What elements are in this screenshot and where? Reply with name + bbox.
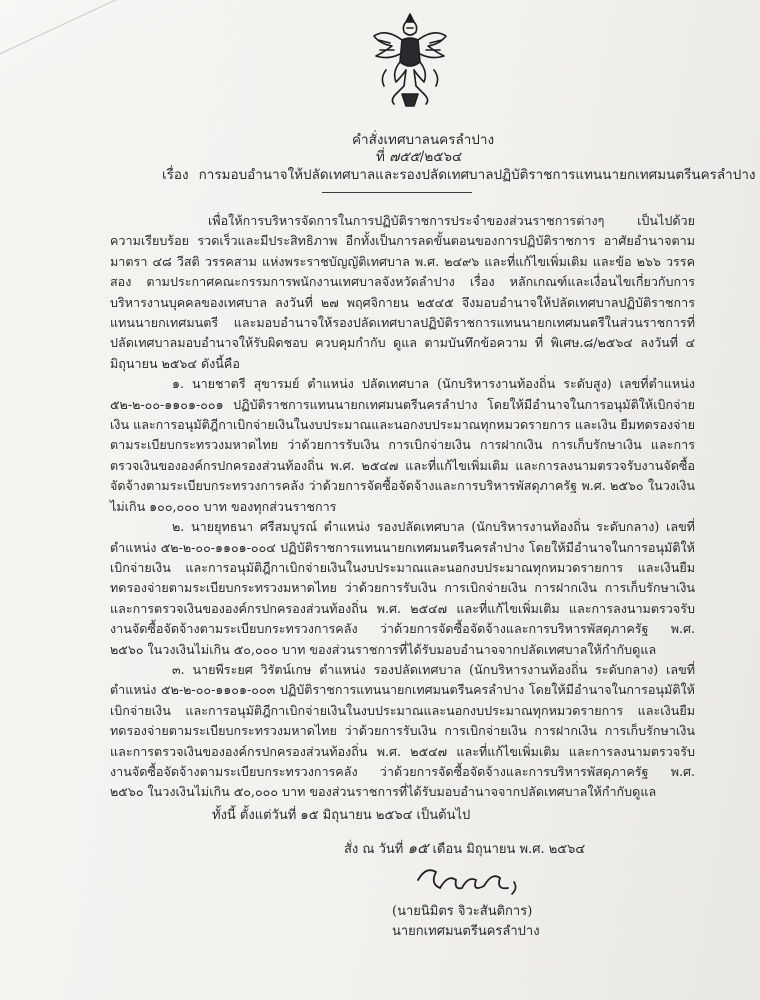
given-suffix: เดือน มิถุนายน พ.ศ. ๒๕๖๔ bbox=[432, 842, 586, 857]
given-prefix: สั่ง ณ วันที่ bbox=[344, 842, 404, 857]
subject-label: เรื่อง bbox=[162, 167, 189, 183]
order-number-value: ๗๕๕ bbox=[389, 149, 420, 165]
delegation-item-1: ๑. นายชาตรี สุขารมย์ ตำแหน่ง ปลัดเทศบาล (นักบริหารงานท้องถิ่น ระดับสูง) เลขที่ตำแหน่ง ๕๒-๒-๐๐-๑๑๐๑-๐๐๑ ปฏิบัติราชการแทนนายกเทศมนตรีนครลำปาง โดยให้มีอำนาจในการอนุมัติให้เบิกจ่ายเงิน และการอนุมัติฎีกาเบิกจ่ายเงินในงบประมาณและนอกงบประมาณทุกหมวดรายการ และเงิน ยืมทดรองจ่ายตามระเบียบกระทรวงมหาดไทย ว่าด้วยการรับเงิน การเบิกจ่ายเงิน การฝากเงิน การเก็บรักษาเงิน และการตรวจเงินขององค์กรปกครองส่วนท้องถิ่น พ.ศ. ๒๕๔๗ และที่แก้ไขเพิ่มเติม และการลงนามตรวจรับงานจัดซื้อจัดจ้างตามระเบียบกระทรวงการคลัง ว่าด้วยการจัดซื้อจัดจ้างและการบริหารพัสดุภาครัฐ พ.ศ. ๒๕๖๐ ในวงเงินไม่เกิน ๑๐๐,๐๐๐ บาท ของทุกส่วนราชการ bbox=[110, 376, 695, 514]
delegation-item-3: ๓. นายพีระยศ วิรัตน์เกษ ตำแหน่ง รองปลัดเทศบาล (นักบริหารงานท้องถิ่น ระดับกลาง) เลขที่ตำแหน่ง ๕๒-๒-๐๐-๑๑๐๑-๐๐๓ ปฏิบัติราชการแทนนายกเทศมนตรีนครลำปาง โดยให้มีอำนาจในการอนุมัติให้เบิกจ่ายเงิน และการอนุมัติฎีกาเบิกจ่ายเงินในงบประมาณและนอกงบประมาณทุกหมวดรายการ และเงินยืมทดรองจ่ายตามระเบียบกระทรวงมหาดไทย ว่าด้วยการรับเงิน การเบิกจ่ายเงิน การฝากเงิน การเก็บรักษาเงิน และการตรวจเงินขององค์กรปกครองส่วนท้องถิ่น พ.ศ. ๒๕๔๗ และที่แก้ไขเพิ่มเติม และการลงนามตรวจรับงานจัดซื้อจัดจ้างตามระเบียบกระทรวงการคลัง ว่าด้วยการจัดซื้อจัดจ้างและการบริหารพัสดุภาครัฐ พ.ศ. ๒๕๖๐ ในวงเงินไม่เกิน ๕๐,๐๐๐ บาท ของส่วนราชการที่ได้รับมอบอำนาจจากปลัดเทศบาลให้กำกับดูแล bbox=[110, 661, 695, 800]
given-day: ๑๕ bbox=[407, 839, 429, 857]
header-divider bbox=[322, 192, 472, 193]
order-number-year: /๒๕๖๔ bbox=[419, 149, 463, 165]
order-title: คำสั่งเทศบาลนครลำปาง bbox=[352, 132, 495, 148]
intro-paragraph: เพื่อให้การบริหารจัดการในการปฏิบัติราชการประจำของส่วนราชการต่างๆ เป็นไปด้วยความเรียบร้อย รวดเร็วและมีประสิทธิภาพ อีกทั้งเป็นการลดขั้นตอนของการปฏิบัติราชการ อาศัยอำนาจตามมาตรา ๔๘ วีสติ วรรคสาม แห่งพระราชบัญญัติเทศบาล พ.ศ. ๒๔๙๖ และที่แก้ไขเพิ่มเติม และข้อ ๒๖๖ วรรคสอง ตามประกาศคณะกรรมการพนักงานเทศบาลจังหวัดลำปาง เรื่อง หลักเกณฑ์และเงื่อนไขเกี่ยวกับการบริหารงานบุคคลของเทศบาล ลงวันที่ ๒๗ พฤศจิกายน ๒๕๔๕ จึงมอบอำนาจให้ปลัดเทศบาลปฏิบัติราชการแทนนายกเทศมนตรี และมอบอำนาจให้รองปลัดเทศบาลปฏิบัติราชการแทนนายกเทศมนตรีในส่วนราชการที่ปลัดเทศบาลมอบอำนาจให้รับผิดชอบ ควบคุมกำกับ ดูแล ตามบันทึกข้อความ ที่ พิเศษ.๘/๒๕๖๔ ลงวันที่ ๔ มิถุนายน ๒๕๖๔ ดังนี้คือ bbox=[110, 213, 695, 371]
garuda-emblem-icon bbox=[366, 10, 454, 110]
signer-name: (นายนิมิตร จิวะสันติการ) bbox=[392, 904, 533, 919]
order-number-prefix: ที่ bbox=[376, 149, 385, 165]
paper-fold bbox=[0, 0, 230, 150]
order-subject bbox=[162, 163, 756, 185]
order-body bbox=[110, 211, 695, 803]
given-date bbox=[344, 836, 585, 860]
effective-date: ทั้งนี้ ตั้งแต่วันที่ ๑๕ มิถุนายน ๒๕๖๔ เป็นต้นไป bbox=[212, 808, 471, 823]
delegation-item-2: ๒. นายยุทธนา ศรีสมบูรณ์ ตำแหน่ง รองปลัดเทศบาล (นักบริหารงานท้องถิ่น ระดับกลาง) เลขที่ตำแหน่ง ๕๒-๒-๐๐-๑๑๐๑-๐๐๔ ปฏิบัติราชการแทนนายกเทศมนตรีนครลำปาง โดยให้มีอำนาจในการอนุมัติให้เบิกจ่ายเงิน และการอนุมัติฎีกาเบิกจ่ายเงินในงบประมาณและนอกงบประมาณทุกหมวดรายการ และเงินยืมทดรองจ่ายตามระเบียบกระทรวงมหาดไทย ว่าด้วยการรับเงิน การเบิกจ่ายเงิน การฝากเงิน การเก็บรักษาเงิน และการตรวจเงินขององค์กรปกครองส่วนท้องถิ่น พ.ศ. ๒๕๔๗ และที่แก้ไขเพิ่มเติม และการลงนามตรวจรับงานจัดซื้อจัดจ้างตามระเบียบกระทรวงการคลัง ว่าด้วยการจัดซื้อจัดจ้างและการบริหารพัสดุภาครัฐ พ.ศ. ๒๕๖๐ ในวงเงินไม่เกิน ๕๐,๐๐๐ บาท ของส่วนราชการที่ได้รับมอบอำนาจจากปลัดเทศบาลให้กำกับดูแล bbox=[110, 519, 695, 657]
handwritten-signature bbox=[412, 858, 532, 898]
subject-text: การมอบอำนาจให้ปลัดเทศบาลและรองปลัดเทศบาลปฏิบัติราชการแทนนายกเทศมนตรีนครลำปาง bbox=[198, 167, 756, 183]
signer-position: นายกเทศมนตรีนครลำปาง bbox=[392, 924, 540, 939]
